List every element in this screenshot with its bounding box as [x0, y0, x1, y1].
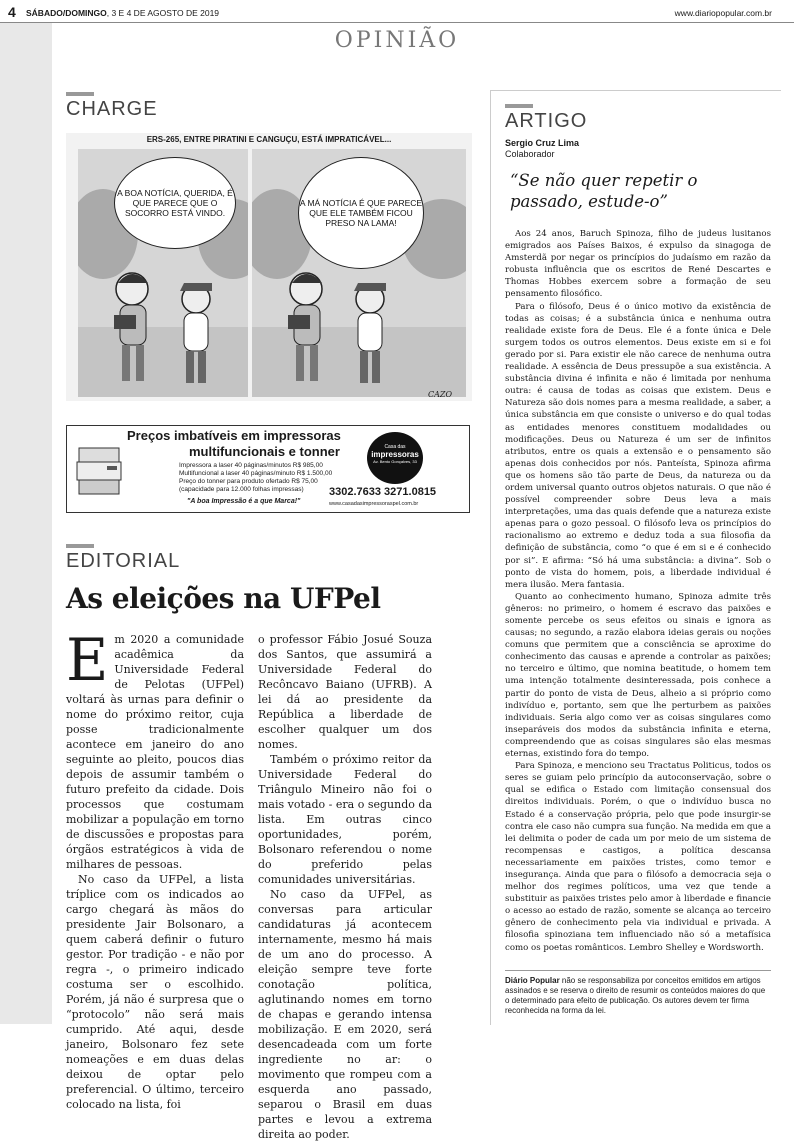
- drop-cap: E: [66, 626, 109, 694]
- editorial-kicker: EDITORIAL: [66, 550, 181, 572]
- disclaimer-brand: Diário Popular: [505, 976, 560, 985]
- editorial-paragraph: o professor Fábio Josué Souza dos Santos, que assumirá a Universidade Federal do Recôncavo Baiano (UFRB). A lei dá ao presidente da República a liberdade de escolher qualquer um dos nomes.: [258, 633, 432, 751]
- speech-bubble-left: A BOA NOTÍCIA, QUERIDA, É QUE PARECE QUE O SOCORRO ESTÁ VINDO.: [114, 157, 236, 249]
- ad-price-line: Impressora a laser 40 páginas/minutos R$ 985,00: [179, 462, 323, 469]
- date-day: SÁBADO/DOMINGO: [26, 8, 107, 18]
- disclaimer-text: não se responsabiliza por conceitos emitidos em artigos assinados e se reserva o direito de resumir os conteúdos maiores do que o determinado para efeito de publicação. Os autores devem ter firma reconhecida na forma da lei.: [505, 976, 766, 1015]
- ad-price-line: Preço do tonner para produto ofertado R$ 75,00: [179, 478, 318, 485]
- ad-logo-address: Av. Bento Gonçalves, 33: [373, 459, 417, 464]
- ad-price-line: Multifuncional a laser 40 páginas/minuto R$ 1.500,00: [179, 470, 333, 477]
- editorial-column-2: [258, 632, 432, 1142]
- ad-phones: 3302.7633 3271.0815: [329, 486, 437, 498]
- site-url[interactable]: www.diariopopular.com.br: [674, 8, 772, 18]
- article-body: [505, 228, 771, 954]
- left-margin-shade: [0, 22, 52, 1024]
- disclaimer: [505, 976, 771, 1016]
- ad-price-list: [179, 462, 332, 494]
- ad-subtitle: multifuncionais e tonner: [189, 444, 340, 459]
- article-headline: “Se não quer repetir o passado, estude-o”: [510, 171, 698, 211]
- ad-logo-name: impressoras: [371, 450, 419, 459]
- article-paragraph: Para o filósofo, Deus é o único motivo da existência de todas as coisas; é a substância única e nenhuma outra realidade existe fora de Deus. Ele é a fonte única e Dele surgem todos os outros elementos. Deus existe em si e foi gerado por si. Para existir ele não carece de nenhuma outra realidade. A essência de Deus pressupõe a sua existência. A substância divina é infinita e não é limitada por nenhuma outra: é causa de todas as coisas que existem. Deus e Natureza são dois nomes para a mesma realidade, a saber, a única substância em que consiste o universo e do qual todas as entidades menores constituem modalidades ou modificações. Deus ou Natureza é um ser de infinitos atributos, entre os quais a extensão e o pensamento são apenas dois conhecidos por nós. Panteísta, Spinoza afirma que os homens são tão parte de Deus, da natureza ou da ordem universal quanto outros objetos naturais. O que não é possível compreender sobre Deus leva a mais interpretações, uma das quais defende que a natureza existe apenas para o gozo pessoal. O filósofo leva os princípios do racionalismo ao extremo e deduz toda a sua filosofia da definição de substância, como “o que é em si e é conhecido por si”. E afirma: “Só há uma substância: a divina”. Sob o ponto de vista do homem, pois, a liberdade individual é mera ilusão. Mera fantasia.: [505, 301, 771, 590]
- article-paragraph: Para Spinoza, e menciono seu Tractatus Politicus, todos os seres se guiam pelo princípio da autoconservação, sobre o qual se edifica o Estado com limitação consensual dos direitos individuais. Porém, o que o indivíduo busca no Estado é a conservação própria, pelo que pode insurgir-se contra ele caso não cumpra sua função. Na medida em que a lei delimita o poder de cada um por meio de um sistema de recompensas e castigos, a política descansa necessariamente em paixões tristes, como temor e insegurança. Ainda que para o filósofo a democracia seja o melhor dos regimes políticos, uma vez que tende a substituir as paixões tristes pelo amor à liberdade e financie o acesso ao estado de razão, somente se alcança ao terceiro gênero de conhecimento pela via individual e privada. A filosofia spinoziana tem influenciado não só a metafísica como os poetas românticos. Lembro Shelley e Wordsworth.: [505, 761, 772, 953]
- editorial-kicker-bar: [66, 544, 94, 548]
- article-author: Sergio Cruz Lima: [505, 138, 580, 148]
- article-paragraph: Quanto ao conhecimento humano, Spinoza admite três gêneros: no primeiro, o homem é escravo das paixões e somente percebe os seus efeitos ou sinais e ignora as causas; no segundo, a razão elabora ideias gerais ou noções comuns que permitem que a consciência se aproxime do conhecimento das causas e aprende a controlar as paixões; no terceiro e último, que nomina beatitude, o homem tem uma intenção totalmente desinteressada, pois conhece a partir do ponto de vista de Deus, alheio a si próprio como indivíduo e, portanto, sem que lhe perturbem as paixões individuais. Seria algo como ver as coisas singulares como inseparáveis dos modos da substância infinita e eterna, compreendendo que as coisas singulares são elas mesmas eternas, existindo fora do tempo.: [505, 591, 771, 760]
- charge-kicker: CHARGE: [66, 98, 158, 120]
- printer-advertisement[interactable]: [66, 425, 470, 513]
- characters-illustration: [96, 259, 236, 389]
- date-rest: , 3 E 4 DE AGOSTO DE 2019: [106, 8, 220, 18]
- editorial-headline: As eleições na UFPel: [66, 582, 381, 615]
- page-number: 4: [8, 4, 16, 20]
- ad-title: Preços imbatíveis em impressoras: [127, 428, 341, 443]
- ad-logo: [367, 432, 423, 484]
- cartoon: [66, 133, 472, 401]
- cartoon-caption: ERS-265, ENTRE PIRATINI E CANGUÇU, ESTÁ IMPRATICÁVEL...: [146, 135, 392, 144]
- artigo-kicker: ARTIGO: [505, 110, 588, 132]
- ad-url: www.casadasimpressoraspel.com.br: [329, 501, 419, 507]
- disclaimer-rule: [505, 970, 771, 971]
- cartoon-panel-left: [78, 149, 248, 397]
- speech-bubble-right: A MÁ NOTÍCIA É QUE PARECE QUE ELE TAMBÉM FICOU PRESO NA LAMA!: [298, 157, 424, 269]
- article-paragraph: Aos 24 anos, Baruch Spinoza, filho de judeus lusitanos emigrados aos Países Baixos, é expulso da sinagoga de Amsterdã por negar os princípios do judaísmo em razão da robusta influência que os escritos de René Descartes e Thomas Hobbes exercem sobre a formação de seu pensamento filosófico.: [505, 229, 771, 300]
- editorial-paragraph: No caso da UFPel, a lista tríplice com os indicados ao cargo chegará às mãos do presidente Jair Bolsonaro, a quem caberá definir o futuro gestor. Por tradição - e não por regra -, o primeiro indicado costuma ser o escolhido. Porém, já não é surpresa que o “protocolo” não será mais cumprido. Até aqui, desde janeiro, Bolsonaro fez sete nomeações e em duas delas deixou de optar pelo preferencial. O último, terceiro colocado na lista, foi: [66, 873, 244, 1111]
- artigo-kicker-bar: [505, 104, 533, 108]
- article-author-role: Colaborador: [505, 149, 555, 159]
- cartoon-panel-right: [252, 149, 466, 397]
- editorial-paragraph: No caso da UFPel, as conversas para articular candidaturas já acontecem internamente, mesmo há mais de um ano do processo. A eleição sempre teve forte conotação política, aglutinando nomes em torno de chapas e gerando intensa mobilização. E em 2020, será desencadeada com um forte ingrediente no ar: o movimento que rompeu com a esquerda ano passado, separou o Brasil em duas partes e levou a extrema direita ao poder.: [258, 888, 432, 1141]
- edition-date: [26, 8, 219, 18]
- editorial-paragraph: Também o próximo reitor da Universidade Federal do Triângulo Mineiro não foi o mais votado - era o segundo da lista. Em outras cinco oportunidades, porém, Bolsonaro referendou o nome do preferido pelas comunidades universitárias.: [258, 753, 432, 886]
- ad-price-line: (capacidade para 12.000 folhas impressas): [179, 486, 304, 493]
- printer-icon: [75, 444, 123, 496]
- characters-illustration: [270, 259, 410, 389]
- ad-logo-small: Casa das: [384, 444, 406, 450]
- header-rule: [0, 22, 794, 23]
- section-title: OPINIÃO: [334, 28, 460, 53]
- cartoonist-signature: CAZO: [427, 390, 452, 399]
- editorial-column-1: [66, 626, 244, 1112]
- ad-slogan: "A boa Impressão é a que Marca!": [187, 498, 301, 505]
- editorial-paragraph: m 2020 a comunidade acadêmica da Universidade Federal de Pelotas (UFPel) voltará às urnas para definir o nome do próximo reitor, cuja posse tradicionalmente acontece em janeiro do ano seguinte ao pleito, poucos dias depois de assumir também o futuro prefeito da cidade. Dois processos que costumam mobilizar a população em torno de discussões e propostas para órgãos estratégicos à vida de milhares de pessoas.: [66, 633, 244, 871]
- charge-kicker-bar: [66, 92, 94, 96]
